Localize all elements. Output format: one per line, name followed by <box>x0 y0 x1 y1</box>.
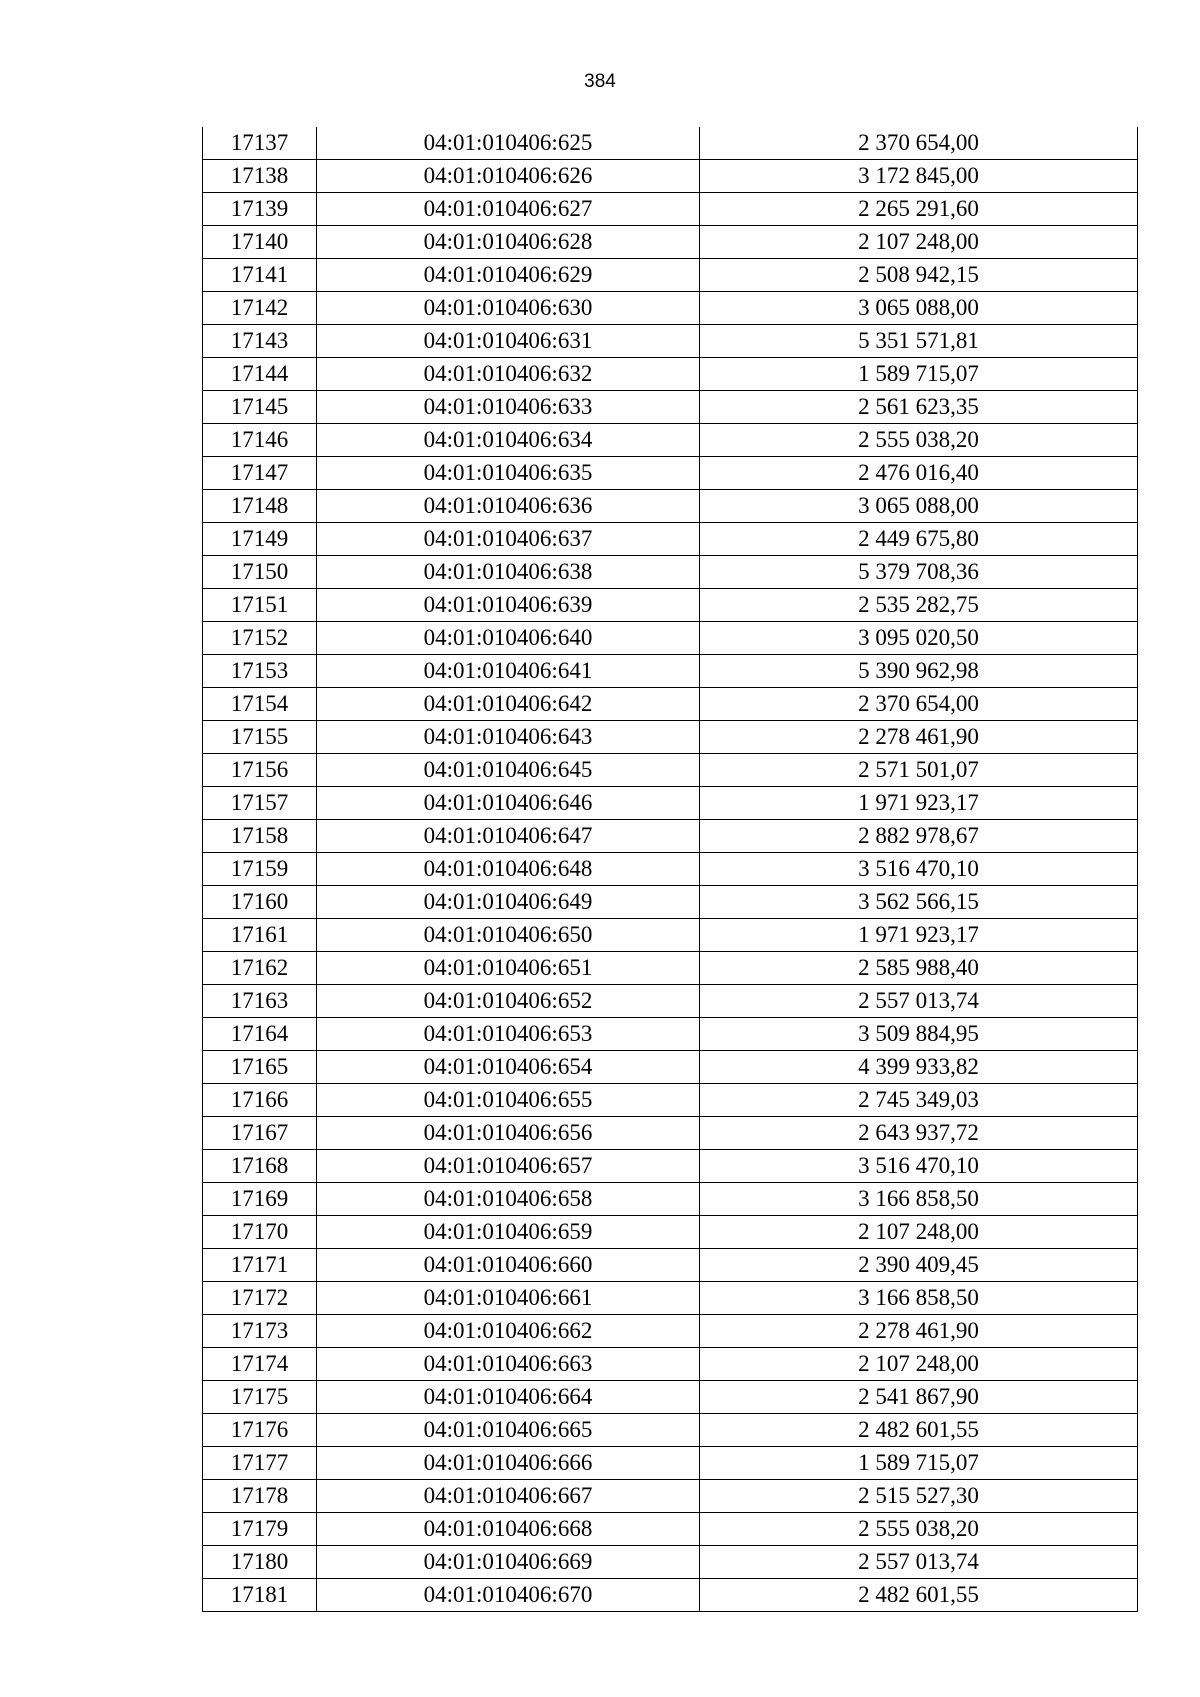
table-row <box>203 523 1138 556</box>
cadastral-value-cell: 2 482 601,55 <box>700 1579 1138 1612</box>
cadastral-number-cell: 04:01:010406:652 <box>317 985 700 1018</box>
cadastral-number-cell: 04:01:010406:658 <box>317 1183 700 1216</box>
cadastral-number-cell: 04:01:010406:649 <box>317 886 700 919</box>
cadastral-value-cell: 2 265 291,60 <box>700 193 1138 226</box>
cadastral-value-cell: 1 971 923,17 <box>700 919 1138 952</box>
row-number-cell: 17148 <box>203 490 317 523</box>
row-number-cell: 17156 <box>203 754 317 787</box>
table-row <box>203 1348 1138 1381</box>
table-row <box>203 1084 1138 1117</box>
row-number-cell: 17172 <box>203 1282 317 1315</box>
cadastral-number-cell: 04:01:010406:655 <box>317 1084 700 1117</box>
row-number-cell: 17140 <box>203 226 317 259</box>
table-row <box>203 226 1138 259</box>
cadastral-value-cell: 5 379 708,36 <box>700 556 1138 589</box>
table-row <box>203 1546 1138 1579</box>
table-row <box>203 1381 1138 1414</box>
cadastral-number-cell: 04:01:010406:625 <box>317 127 700 160</box>
cadastral-value-cell: 2 555 038,20 <box>700 424 1138 457</box>
cadastral-value-cell: 2 482 601,55 <box>700 1414 1138 1447</box>
cadastral-value-cell: 2 508 942,15 <box>700 259 1138 292</box>
table-row <box>203 1513 1138 1546</box>
row-number-cell: 17147 <box>203 457 317 490</box>
table-row <box>203 1150 1138 1183</box>
row-number-cell: 17137 <box>203 127 317 160</box>
table-row <box>203 292 1138 325</box>
cadastral-value-cell: 2 278 461,90 <box>700 1315 1138 1348</box>
row-number-cell: 17149 <box>203 523 317 556</box>
table-row <box>203 259 1138 292</box>
cadastral-value-cell: 3 516 470,10 <box>700 853 1138 886</box>
table-row <box>203 886 1138 919</box>
cadastral-value-cell: 2 449 675,80 <box>700 523 1138 556</box>
cadastral-value-cell: 3 065 088,00 <box>700 292 1138 325</box>
cadastral-number-cell: 04:01:010406:660 <box>317 1249 700 1282</box>
row-number-cell: 17177 <box>203 1447 317 1480</box>
cadastral-number-cell: 04:01:010406:628 <box>317 226 700 259</box>
cadastral-value-cell: 2 278 461,90 <box>700 721 1138 754</box>
cadastral-number-cell: 04:01:010406:626 <box>317 160 700 193</box>
table-row <box>203 1018 1138 1051</box>
cadastral-value-cell: 3 166 858,50 <box>700 1282 1138 1315</box>
table-row <box>203 1216 1138 1249</box>
row-number-cell: 17167 <box>203 1117 317 1150</box>
cadastral-number-cell: 04:01:010406:650 <box>317 919 700 952</box>
cadastral-number-cell: 04:01:010406:631 <box>317 325 700 358</box>
cadastral-value-cell: 2 476 016,40 <box>700 457 1138 490</box>
cadastral-value-cell: 1 971 923,17 <box>700 787 1138 820</box>
row-number-cell: 17169 <box>203 1183 317 1216</box>
row-number-cell: 17162 <box>203 952 317 985</box>
table-row <box>203 655 1138 688</box>
cadastral-value-cell: 2 557 013,74 <box>700 985 1138 1018</box>
cadastral-value-cell: 2 557 013,74 <box>700 1546 1138 1579</box>
cadastral-number-cell: 04:01:010406:656 <box>317 1117 700 1150</box>
table-row <box>203 853 1138 886</box>
row-number-cell: 17173 <box>203 1315 317 1348</box>
table-row <box>203 1249 1138 1282</box>
cadastral-value-cell: 4 399 933,82 <box>700 1051 1138 1084</box>
cadastral-value-cell: 2 585 988,40 <box>700 952 1138 985</box>
row-number-cell: 17153 <box>203 655 317 688</box>
table-row <box>203 358 1138 391</box>
table-row <box>203 1051 1138 1084</box>
table-row <box>203 1183 1138 1216</box>
row-number-cell: 17179 <box>203 1513 317 1546</box>
row-number-cell: 17141 <box>203 259 317 292</box>
row-number-cell: 17171 <box>203 1249 317 1282</box>
cadastral-value-cell: 2 643 937,72 <box>700 1117 1138 1150</box>
row-number-cell: 17161 <box>203 919 317 952</box>
table-row <box>203 1414 1138 1447</box>
table-row <box>203 688 1138 721</box>
cadastral-number-cell: 04:01:010406:669 <box>317 1546 700 1579</box>
table-row <box>203 589 1138 622</box>
cadastral-number-cell: 04:01:010406:636 <box>317 490 700 523</box>
page-number: 384 <box>584 71 616 92</box>
cadastral-number-cell: 04:01:010406:643 <box>317 721 700 754</box>
cadastral-number-cell: 04:01:010406:648 <box>317 853 700 886</box>
cadastral-value-cell: 2 107 248,00 <box>700 1348 1138 1381</box>
table-row <box>203 457 1138 490</box>
cadastral-value-cell: 5 390 962,98 <box>700 655 1138 688</box>
cadastral-number-cell: 04:01:010406:653 <box>317 1018 700 1051</box>
cadastral-number-cell: 04:01:010406:637 <box>317 523 700 556</box>
cadastral-value-cell: 3 166 858,50 <box>700 1183 1138 1216</box>
cadastral-number-cell: 04:01:010406:634 <box>317 424 700 457</box>
table-row <box>203 1579 1138 1612</box>
cadastral-number-cell: 04:01:010406:638 <box>317 556 700 589</box>
cadastral-number-cell: 04:01:010406:670 <box>317 1579 700 1612</box>
cadastral-number-cell: 04:01:010406:657 <box>317 1150 700 1183</box>
table-row <box>203 1315 1138 1348</box>
table-row <box>203 919 1138 952</box>
cadastral-number-cell: 04:01:010406:641 <box>317 655 700 688</box>
cadastral-value-cell: 2 882 978,67 <box>700 820 1138 853</box>
cadastral-number-cell: 04:01:010406:666 <box>317 1447 700 1480</box>
cadastral-value-cell: 2 107 248,00 <box>700 226 1138 259</box>
row-number-cell: 17166 <box>203 1084 317 1117</box>
table-row <box>203 127 1138 160</box>
row-number-cell: 17160 <box>203 886 317 919</box>
row-number-cell: 17175 <box>203 1381 317 1414</box>
table-row <box>203 820 1138 853</box>
cadastral-number-cell: 04:01:010406:665 <box>317 1414 700 1447</box>
cadastral-number-cell: 04:01:010406:663 <box>317 1348 700 1381</box>
row-number-cell: 17151 <box>203 589 317 622</box>
cadastral-number-cell: 04:01:010406:627 <box>317 193 700 226</box>
table-row <box>203 193 1138 226</box>
row-number-cell: 17168 <box>203 1150 317 1183</box>
cadastral-value-cell: 1 589 715,07 <box>700 1447 1138 1480</box>
cadastral-number-cell: 04:01:010406:664 <box>317 1381 700 1414</box>
cadastral-number-cell: 04:01:010406:646 <box>317 787 700 820</box>
cadastral-value-cell: 2 745 349,03 <box>700 1084 1138 1117</box>
cadastral-number-cell: 04:01:010406:651 <box>317 952 700 985</box>
cadastral-value-cell: 3 516 470,10 <box>700 1150 1138 1183</box>
row-number-cell: 17159 <box>203 853 317 886</box>
row-number-cell: 17158 <box>203 820 317 853</box>
row-number-cell: 17138 <box>203 160 317 193</box>
table-row <box>203 1117 1138 1150</box>
cadastral-number-cell: 04:01:010406:640 <box>317 622 700 655</box>
cadastral-value-cell: 2 555 038,20 <box>700 1513 1138 1546</box>
table-row <box>203 985 1138 1018</box>
cadastral-value-cell: 5 351 571,81 <box>700 325 1138 358</box>
row-number-cell: 17176 <box>203 1414 317 1447</box>
row-number-cell: 17164 <box>203 1018 317 1051</box>
row-number-cell: 17165 <box>203 1051 317 1084</box>
table-body <box>203 127 1138 1612</box>
table-row <box>203 160 1138 193</box>
table-row <box>203 721 1138 754</box>
cadastral-value-cell: 3 509 884,95 <box>700 1018 1138 1051</box>
row-number-cell: 17157 <box>203 787 317 820</box>
cadastral-value-cell: 3 562 566,15 <box>700 886 1138 919</box>
row-number-cell: 17155 <box>203 721 317 754</box>
row-number-cell: 17152 <box>203 622 317 655</box>
cadastral-value-cell: 3 095 020,50 <box>700 622 1138 655</box>
cadastral-value-cell: 2 370 654,00 <box>700 688 1138 721</box>
cadastral-number-cell: 04:01:010406:642 <box>317 688 700 721</box>
cadastral-value-table <box>202 127 1138 1612</box>
row-number-cell: 17181 <box>203 1579 317 1612</box>
cadastral-value-cell: 2 370 654,00 <box>700 127 1138 160</box>
table-row <box>203 1282 1138 1315</box>
table-row <box>203 1480 1138 1513</box>
cadastral-value-cell: 2 535 282,75 <box>700 589 1138 622</box>
row-number-cell: 17139 <box>203 193 317 226</box>
cadastral-number-cell: 04:01:010406:667 <box>317 1480 700 1513</box>
cadastral-number-cell: 04:01:010406:662 <box>317 1315 700 1348</box>
cadastral-value-cell: 1 589 715,07 <box>700 358 1138 391</box>
cadastral-value-cell: 2 515 527,30 <box>700 1480 1138 1513</box>
cadastral-number-cell: 04:01:010406:633 <box>317 391 700 424</box>
cadastral-value-cell: 3 065 088,00 <box>700 490 1138 523</box>
table-row <box>203 325 1138 358</box>
cadastral-value-cell: 2 390 409,45 <box>700 1249 1138 1282</box>
cadastral-value-cell: 2 541 867,90 <box>700 1381 1138 1414</box>
table-row <box>203 424 1138 457</box>
cadastral-number-cell: 04:01:010406:629 <box>317 259 700 292</box>
cadastral-number-cell: 04:01:010406:632 <box>317 358 700 391</box>
cadastral-number-cell: 04:01:010406:647 <box>317 820 700 853</box>
row-number-cell: 17180 <box>203 1546 317 1579</box>
row-number-cell: 17174 <box>203 1348 317 1381</box>
row-number-cell: 17143 <box>203 325 317 358</box>
row-number-cell: 17170 <box>203 1216 317 1249</box>
row-number-cell: 17142 <box>203 292 317 325</box>
cadastral-value-cell: 2 107 248,00 <box>700 1216 1138 1249</box>
table-row <box>203 1447 1138 1480</box>
cadastral-number-cell: 04:01:010406:668 <box>317 1513 700 1546</box>
row-number-cell: 17178 <box>203 1480 317 1513</box>
cadastral-value-cell: 3 172 845,00 <box>700 160 1138 193</box>
table-row <box>203 754 1138 787</box>
cadastral-number-cell: 04:01:010406:639 <box>317 589 700 622</box>
row-number-cell: 17163 <box>203 985 317 1018</box>
table-row <box>203 787 1138 820</box>
cadastral-number-cell: 04:01:010406:630 <box>317 292 700 325</box>
cadastral-number-cell: 04:01:010406:659 <box>317 1216 700 1249</box>
table-row <box>203 391 1138 424</box>
row-number-cell: 17145 <box>203 391 317 424</box>
cadastral-number-cell: 04:01:010406:635 <box>317 457 700 490</box>
row-number-cell: 17146 <box>203 424 317 457</box>
cadastral-value-cell: 2 571 501,07 <box>700 754 1138 787</box>
cadastral-number-cell: 04:01:010406:654 <box>317 1051 700 1084</box>
cadastral-number-cell: 04:01:010406:645 <box>317 754 700 787</box>
cadastral-number-cell: 04:01:010406:661 <box>317 1282 700 1315</box>
table-row <box>203 952 1138 985</box>
row-number-cell: 17144 <box>203 358 317 391</box>
table-row <box>203 622 1138 655</box>
table-row <box>203 490 1138 523</box>
row-number-cell: 17150 <box>203 556 317 589</box>
table-row <box>203 556 1138 589</box>
cadastral-value-cell: 2 561 623,35 <box>700 391 1138 424</box>
row-number-cell: 17154 <box>203 688 317 721</box>
